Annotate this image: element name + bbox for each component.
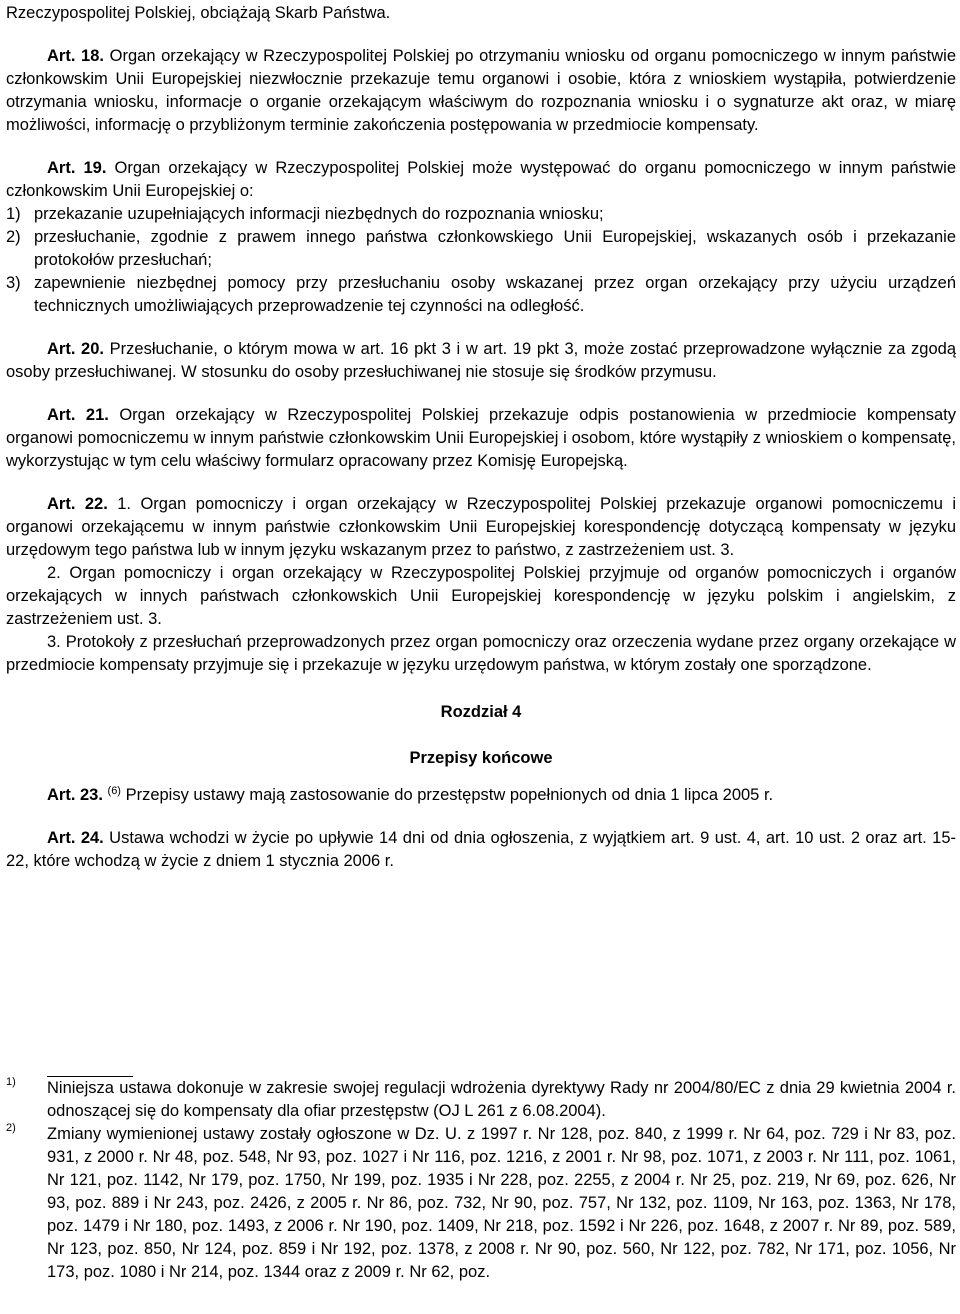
list-item-number: 2) [6, 228, 21, 246]
footnote-mark: 1) [6, 1076, 16, 1088]
article-24-text: Ustawa wchodzi w życie po upływie 14 dni od dnia ogłoszenia, z wyjątkiem art. 9 ust. 4, art. 10 ust. 2 oraz art. 15-22, które wchodzą w życie z dniem 1 stycznia 2006 r. [6, 829, 956, 870]
article-19-list [6, 203, 956, 318]
article-21 [6, 404, 956, 473]
article-19 [6, 157, 956, 203]
chapter-title: Przepisy końcowe [409, 749, 553, 767]
article-19-label: Art. 19. [47, 159, 107, 177]
list-item-number: 1) [6, 205, 21, 223]
list-item-text: przesłuchanie, zgodnie z prawem innego państwa członkowskiego Unii Europejskiej, wskazanych osób i przekazanie protokołów przesłuchań; [34, 228, 956, 269]
article-20-text: Przesłuchanie, o którym mowa w art. 16 pkt 3 i w art. 19 pkt 3, może zostać przeprowadzone wyłącznie za zgodą osoby przesłuchiwanej. W stosunku do osoby przesłuchiwanej nie stosuje się środków przymusu. [6, 340, 956, 381]
article-18 [6, 45, 956, 137]
list-item [6, 203, 956, 226]
footnote-text: Niniejsza ustawa dokonuje w zakresie swojej regulacji wdrożenia dyrektywy Rady nr 2004/80/EC z dnia 29 kwietnia 2004 r. odnoszącej się do kompensaty dla ofiar przestępstw (OJ L 261 z 6.08.2004). [47, 1079, 956, 1120]
document-page [6, 0, 956, 873]
article-23-text: Przepisy ustawy mają zastosowanie do przestępstw popełnionych od dnia 1 lipca 2005 r. [125, 786, 774, 804]
intro-line: Rzeczypospolitej Polskiej, obciążają Skarb Państwa. [6, 4, 391, 22]
article-22-paragraph-3: 3. Protokoły z przesłuchań przeprowadzonych przez organ pomocniczy oraz orzeczenia wydane przez organy orzekające w przedmiocie kompensaty przyjmuje się i przekazuje w języku urzędowym państwa, w którym zostały one sporządzone. [6, 633, 956, 674]
footnote-mark: 2) [6, 1122, 16, 1134]
article-18-text: Organ orzekający w Rzeczypospolitej Polskiej po otrzymaniu wniosku od organu pomocniczego w innym państwie członkowskim Unii Europejskiej niezwłocznie przekazuje temu organowi i osobie, która z wnioskiem wystąpiła, potwierdzenie otrzymania wniosku, informacje o organie orzekającym właściwym do rozpoznania wniosku i o sygnaturze akt oraz, w miarę możliwości, informację o przybliżonym terminie zakończenia postępowania w przedmiocie kompensaty. [6, 47, 957, 134]
article-18-label: Art. 18. [47, 47, 104, 65]
article-20 [6, 338, 956, 384]
article-22-paragraph-2: 2. Organ pomocniczy i organ orzekający w Rzeczypospolitej Polskiej przyjmuje od organów pomocniczych i organów orzekających w innych państwach członkowskich Unii Europejskiej korespondencję w języku polskim i angielskim, z zastrzeżeniem ust. 3. [6, 564, 956, 628]
article-20-label: Art. 20. [47, 340, 104, 358]
article-23-label: Art. 23. [47, 786, 103, 804]
article-22 [6, 493, 956, 562]
article-23-footnote-ref: (6) [107, 785, 121, 797]
article-21-text: Organ orzekający w Rzeczypospolitej Polskiej przekazuje odpis postanowienia w przedmiocie kompensaty organowi pomocniczemu w innym państwie członkowskim Unii Europejskiej i osobom, które wystąpiły z wnioskiem o kompensatę, wykorzystując w tym celu właściwy formularz opracowany przez Komisję Europejską. [6, 406, 956, 470]
list-item [6, 272, 956, 318]
article-22-label: Art. 22. [47, 495, 108, 513]
chapter-number: Rozdział 4 [440, 703, 522, 721]
footnote [6, 1123, 956, 1284]
article-24-label: Art. 24. [47, 829, 104, 847]
footnotes [6, 1076, 956, 1284]
article-24 [6, 827, 956, 873]
article-23 [6, 784, 956, 807]
footnote [6, 1077, 956, 1123]
article-19-text: Organ orzekający w Rzeczypospolitej Polskiej może występować do organu pomocniczego w innym państwie członkowskim Unii Europejskiej o: [6, 159, 956, 200]
list-item-number: 3) [6, 274, 21, 292]
list-item [6, 226, 956, 272]
article-22-paragraph-1: 1. Organ pomocniczy i organ orzekający w Rzeczypospolitej Polskiej przekazuje organowi pomocniczemu i organowi orzekającemu w innym państwie członkowskim Unii Europejskiej korespondencję dotyczącą kompensaty w języku urzędowym tego państwa lub w innym języku wskazanym przez to państwo, z zastrzeżeniem ust. 3. [6, 495, 956, 559]
article-21-label: Art. 21. [47, 406, 109, 424]
list-item-text: przekazanie uzupełniających informacji niezbędnych do rozpoznania wniosku; [34, 205, 604, 223]
list-item-text: zapewnienie niezbędnej pomocy przy przesłuchaniu osoby wskazanej przez organ orzekający przy użyciu urządzeń technicznych umożliwiających przeprowadzenie tej czynności na odległość. [34, 274, 956, 315]
footnote-text: Zmiany wymienionej ustawy zostały ogłoszone w Dz. U. z 1997 r. Nr 128, poz. 840, z 1999 r. Nr 64, poz. 729 i Nr 83, poz. 931, z 2000 r. Nr 48, poz. 548, Nr 93, poz. 1027 i Nr 116, poz. 1216, z 2001 r. Nr 98, poz. 1071, z 2003 r. Nr 111, poz. 1061, Nr 121, poz. 1142, Nr 179, poz. 1750, Nr 199, poz. 1935 i Nr 228, poz. 2255, z 2004 r. Nr 25, poz. 219, Nr 69, poz. 626, Nr 93, poz. 889 i Nr 243, poz. 2426, z 2005 r. Nr 86, poz. 732, Nr 90, poz. 757, Nr 132, poz. 1109, Nr 163, poz. 1363, Nr 178, poz. 1479 i Nr 180, poz. 1493, z 2006 r. Nr 190, poz. 1409, Nr 218, poz. 1592 i Nr 226, poz. 1648, z 2007 r. Nr 89, poz. 589, Nr 123, poz. 850, Nr 124, poz. 859 i Nr 192, poz. 1378, z 2008 r. Nr 90, poz. 560, Nr 122, poz. 782, Nr 171, poz. 1056, Nr 173, poz. 1080 i Nr 214, poz. 1344 oraz z 2009 r. Nr 62, poz. [47, 1125, 956, 1281]
